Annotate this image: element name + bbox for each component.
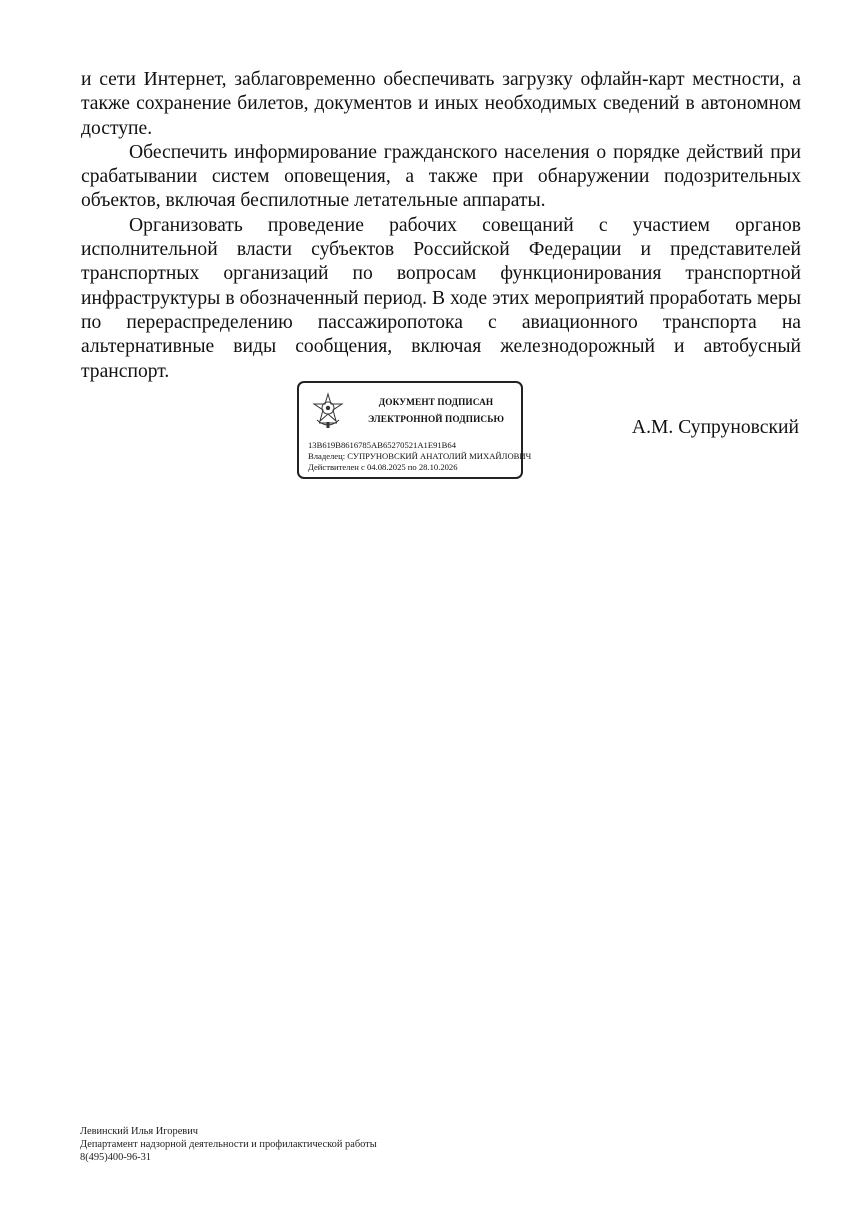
paragraph-1: и сети Интернет, заблаговременно обеспечивать загрузку офлайн-карт местности, а также сохранение билетов, документов и иных необходимых сведений в автономном доступе. (81, 69, 801, 139)
stamp-title (351, 395, 521, 429)
executor-name: Левинский Илья Игоревич (80, 1126, 199, 1137)
certificate-validity: Действителен с 04.08.2025 по 28.10.2026 (308, 462, 458, 472)
signer-name: А.М. Супруновский (631, 417, 799, 438)
paragraph-2: Обеспечить информирование гражданского населения о порядке действий при срабатывании систем оповещения, а также при обнаружении подозрительных объектов, включая беспилотные летательные аппараты. (81, 141, 801, 212)
stamp-title-line-1: ДОКУМЕНТ ПОДПИСАН (378, 398, 494, 408)
certificate-owner: Владелец: СУПРУНОВСКИЙ АНАТОЛИЙ МИХАЙЛОВИЧ (308, 451, 532, 461)
letter-body (81, 68, 801, 384)
emblem-icon (311, 392, 345, 430)
executor-department: Департамент надзорной деятельности и профилактической работы (80, 1139, 377, 1150)
paragraph-3: Организовать проведение рабочих совещаний с участием органов исполнительной власти субъектов Российской Федерации и представителей транспортных организаций по вопросам функционирования транспортной инфраструктуры в обозначенный период. В ходе этих мероприятий проработать меры по перераспределению пассажиропотока с авиационного транспорта на альтернативные виды сообщения, включая железнодорожный и автобусный транспорт. (81, 214, 801, 382)
electronic-signature-stamp (297, 381, 532, 479)
executor-footer (80, 1125, 377, 1164)
executor-phone: 8(495)400-96-31 (80, 1152, 151, 1163)
certificate-number: 13B619B8616785AB65270521A1E91B64 (308, 440, 457, 450)
stamp-title-line-2: ЭЛЕКТРОННОЙ ПОДПИСЬЮ (367, 415, 505, 425)
